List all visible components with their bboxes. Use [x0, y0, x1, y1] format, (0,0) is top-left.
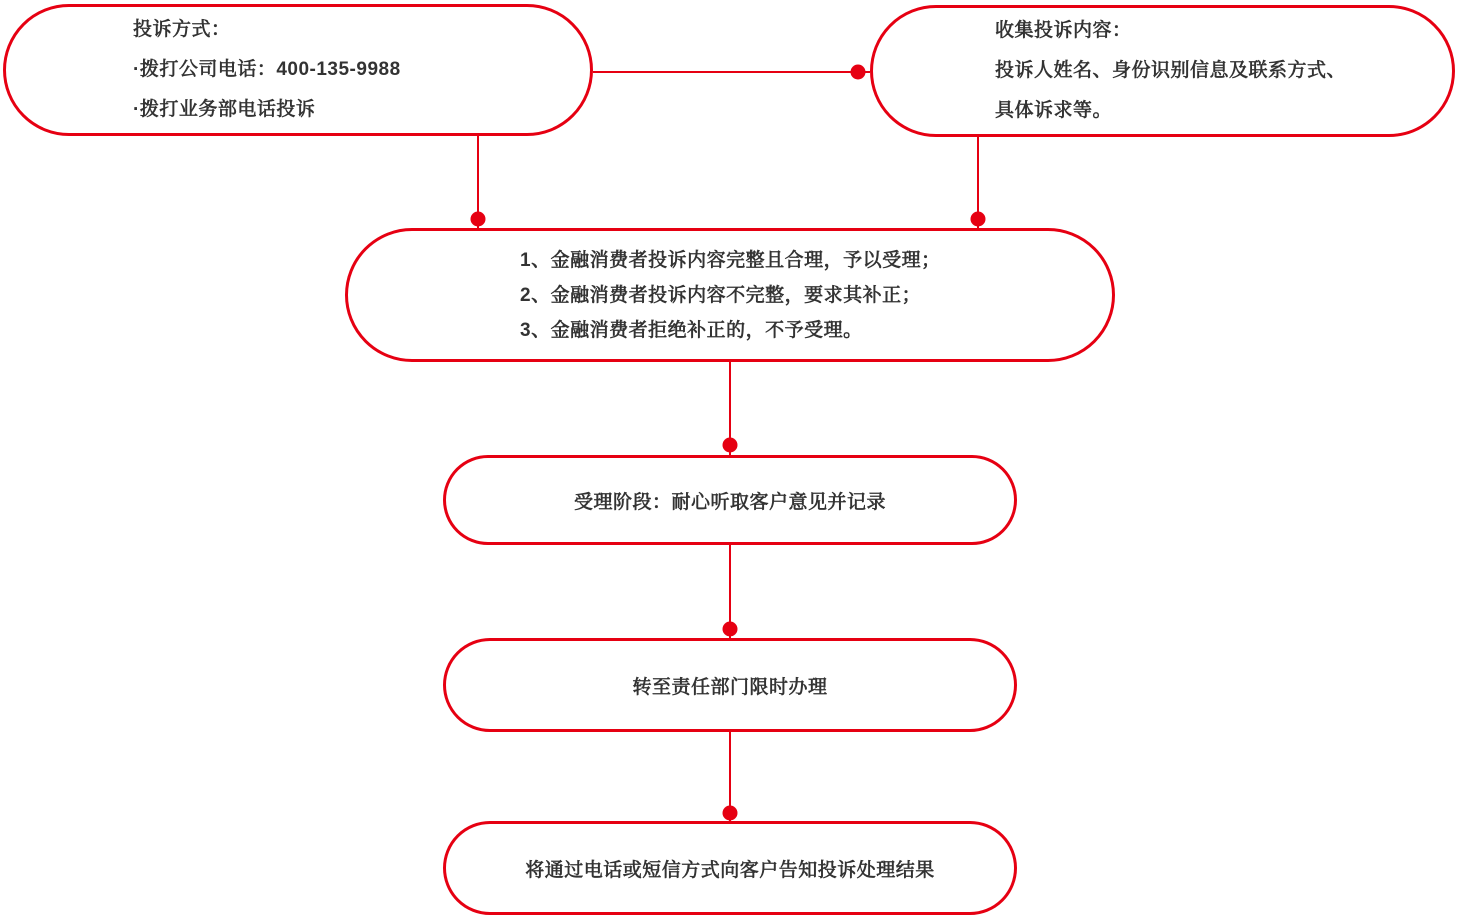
junction-dot [723, 622, 738, 637]
node-text-line: 投诉人姓名、身份识别信息及联系方式、 [995, 60, 1347, 81]
node-text-line: 具体诉求等。 [995, 100, 1113, 121]
node-text-line: 1、金融消费者投诉内容完整且合理，予以受理； [520, 249, 941, 271]
node-collect-content [870, 5, 1455, 137]
node-text-line: 受理阶段：耐心听取客户意见并记录 [573, 491, 886, 513]
node-transfer-department [443, 638, 1017, 732]
junction-dot [723, 806, 738, 821]
node-text-line: ·拨打业务部电话投诉 [133, 99, 316, 120]
junction-dot [851, 65, 866, 80]
junction-dot [971, 212, 986, 227]
connector-method-to-content [593, 71, 870, 73]
junction-dot [471, 212, 486, 227]
node-text-line: ·拨打公司电话：400-135-9988 [133, 59, 401, 80]
node-complaint-method [3, 4, 593, 136]
junction-dot [723, 438, 738, 453]
node-text-line: 2、金融消费者投诉内容不完整，要求其补正； [520, 284, 922, 306]
node-text-line: 投诉方式： [133, 19, 231, 40]
node-text-line: 转至责任部门限时办理 [632, 676, 828, 698]
node-acceptance-rules [345, 228, 1115, 362]
node-acceptance-stage [443, 455, 1017, 545]
node-text-line: 收集投诉内容： [995, 20, 1132, 41]
node-text-line: 3、金融消费者拒绝补正的，不予受理。 [520, 319, 863, 341]
node-text-line: 将通过电话或短信方式向客户告知投诉处理结果 [525, 859, 935, 881]
node-notify-result [443, 821, 1017, 915]
